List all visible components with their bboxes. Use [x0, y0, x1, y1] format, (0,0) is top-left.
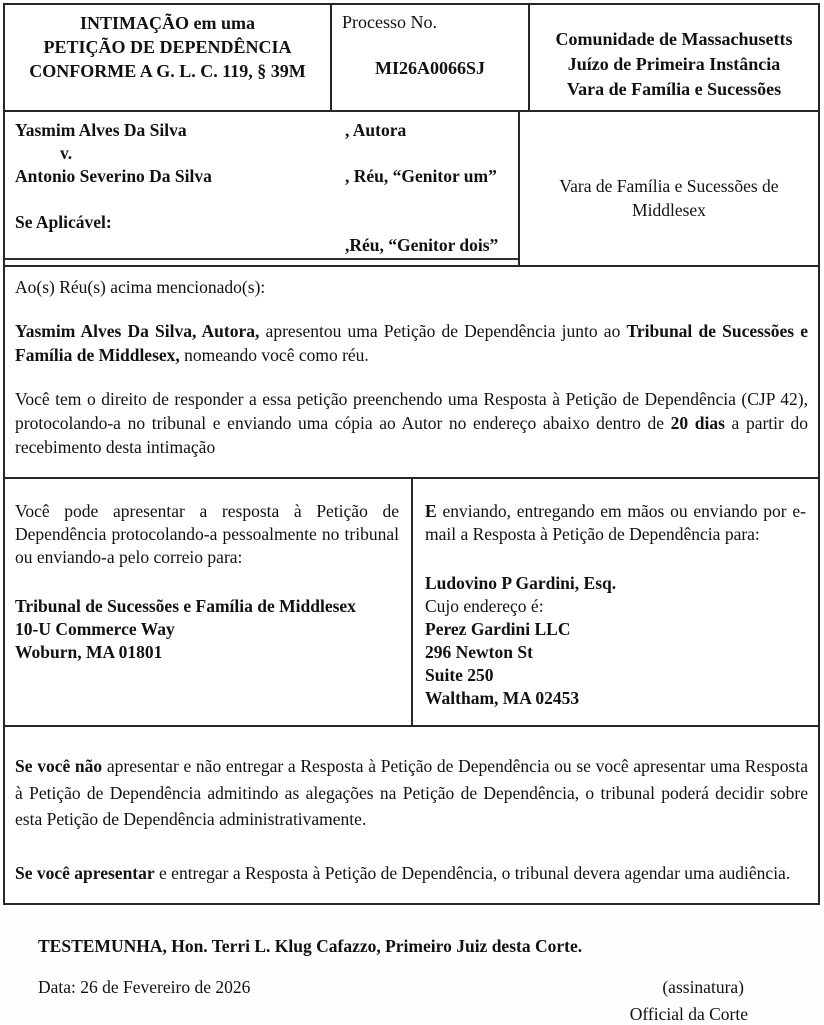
document-title	[5, 5, 330, 110]
failure-to-respond-text: apresentar e não entregar a Resposta à Petição de Dependência ou se você apresentar uma Resposta à Petição de Dependência admitindo as alegações na Petição de Dependência, o tribunal poderá decidir sobre esta Petição de Dependência administrativamente.	[15, 756, 808, 829]
defendant-line	[15, 165, 518, 188]
and-bold: E	[425, 501, 437, 521]
petitioner-bold: Yasmim Alves Da Silva, Autora,	[15, 321, 260, 341]
if-applicable-line	[15, 211, 518, 234]
case-number-label: Processo No.	[342, 12, 437, 32]
deadline-bold: 20 dias	[670, 413, 725, 433]
filing-section	[5, 477, 818, 725]
defendant-role: , Réu, “Genitor um”	[345, 166, 497, 186]
filing-attorney-instructions-text: enviando, entregando em mãos ou enviando por e-mail a Resposta à Petição de Dependência para:	[425, 501, 806, 544]
plaintiff-line	[15, 119, 518, 142]
attorney-address-line-3: Suite 250	[425, 665, 494, 685]
attorney-name: Ludovino P Gardini, Esq.	[425, 573, 617, 593]
parties-row	[5, 112, 818, 265]
failure-to-respond-notice	[15, 753, 808, 833]
caption-divider-line	[5, 258, 518, 260]
witness-line: TESTEMUNHA, Hon. Terri L. Klug Cafazzo, Primeiro Juiz desta Corte.	[38, 936, 583, 956]
defendant2-role: ,Réu, “Genitor dois”	[345, 235, 499, 255]
attorney-address-line-2: 296 Newton St	[425, 642, 533, 662]
right-to-respond-text-2: a partir do recebimento desta intimação	[15, 413, 808, 457]
court-address	[15, 595, 399, 664]
versus-label: v.	[60, 143, 73, 163]
attorney-address-line-4: Waltham, MA 02453	[425, 688, 580, 708]
salutation: Ao(s) Réu(s) acima mencionado(s):	[15, 277, 266, 297]
court-name-line-3: Vara de Família e Sucessões	[566, 79, 782, 99]
if-respond-text: e entregar a Resposta à Petição de Dependência, o tribunal devera agendar uma audiência.	[154, 862, 791, 883]
if-applicable-label: Se Aplicável:	[15, 212, 112, 232]
attorney-address-line-1: Perez Gardini LLC	[425, 619, 571, 639]
plaintiff-name: Yasmim Alves Da Silva	[15, 120, 187, 140]
petition-filed-paragraph	[15, 319, 808, 367]
petition-filed-text-2: nomeando você como réu.	[179, 345, 369, 365]
versus-line	[15, 142, 518, 165]
if-not-bold: Se você não	[15, 756, 103, 776]
defendant-name: Antonio Severino Da Silva	[15, 166, 212, 186]
court-division-cell	[520, 112, 818, 265]
filing-attorney-column	[413, 479, 818, 725]
notices-section	[5, 725, 818, 903]
court-address-line-3: Woburn, MA 01801	[15, 642, 163, 662]
right-to-respond-text-1: Você tem o direito de responder a essa petição preenchendo uma Resposta à Petição de Dependência (CJP 42), protocolando-a no tribunal e enviando uma cópia ao Autor no endereço abaixo dentro de	[15, 389, 808, 433]
body-section	[5, 265, 818, 477]
document-title-line-1: INTIMAÇÃO em uma	[80, 13, 255, 33]
court-address-line-2: 10-U Commerce Way	[15, 619, 175, 639]
court-name-line-2: Juízo de Primeira Instância	[567, 54, 781, 74]
signature-placeholder: (assinatura)	[662, 977, 744, 997]
date-line: Data: 26 de Fevereiro de 2026	[38, 977, 251, 997]
document-title-line-3: CONFORME A G. L. C. 119, § 39M	[29, 61, 306, 81]
filing-court-instructions: Você pode apresentar a resposta à Petição de Dependência protocolando-a pessoalmente no tribunal ou enviando-a pelo correio para:	[15, 501, 399, 567]
spacer	[15, 188, 518, 211]
court-official-label: Official da Corte	[629, 1004, 748, 1024]
parties-caption	[5, 112, 520, 265]
filing-court-column	[5, 479, 413, 725]
summons-table	[3, 3, 820, 905]
court-name-line-1: Comunidade de Massachusetts	[555, 29, 793, 49]
case-number: MI26A0066SJ	[374, 58, 485, 78]
filing-attorney-instructions	[425, 500, 806, 546]
if-respond-notice	[15, 860, 808, 887]
header-row	[5, 5, 818, 112]
plaintiff-role: , Autora	[345, 120, 407, 140]
attorney-address-label: Cujo endereço é:	[425, 596, 544, 616]
petition-filed-text-1: apresentou uma Petição de Dependência junto ao	[259, 321, 627, 341]
court-division: Vara de Família e Sucessões de Middlesex	[559, 175, 779, 220]
right-to-respond-paragraph	[15, 387, 808, 459]
court-name-cell	[530, 5, 818, 110]
court-address-line-1: Tribunal de Sucessões e Família de Middlesex	[15, 596, 356, 616]
document-title-line-2: PETIÇÃO DE DEPENDÊNCIA	[43, 37, 292, 57]
court-bold: Tribunal de Sucessões e Família de Middlesex,	[15, 321, 809, 365]
if-respond-bold: Se você apresentar	[15, 862, 155, 883]
defendant2-line	[15, 234, 518, 257]
case-number-cell	[330, 5, 530, 110]
